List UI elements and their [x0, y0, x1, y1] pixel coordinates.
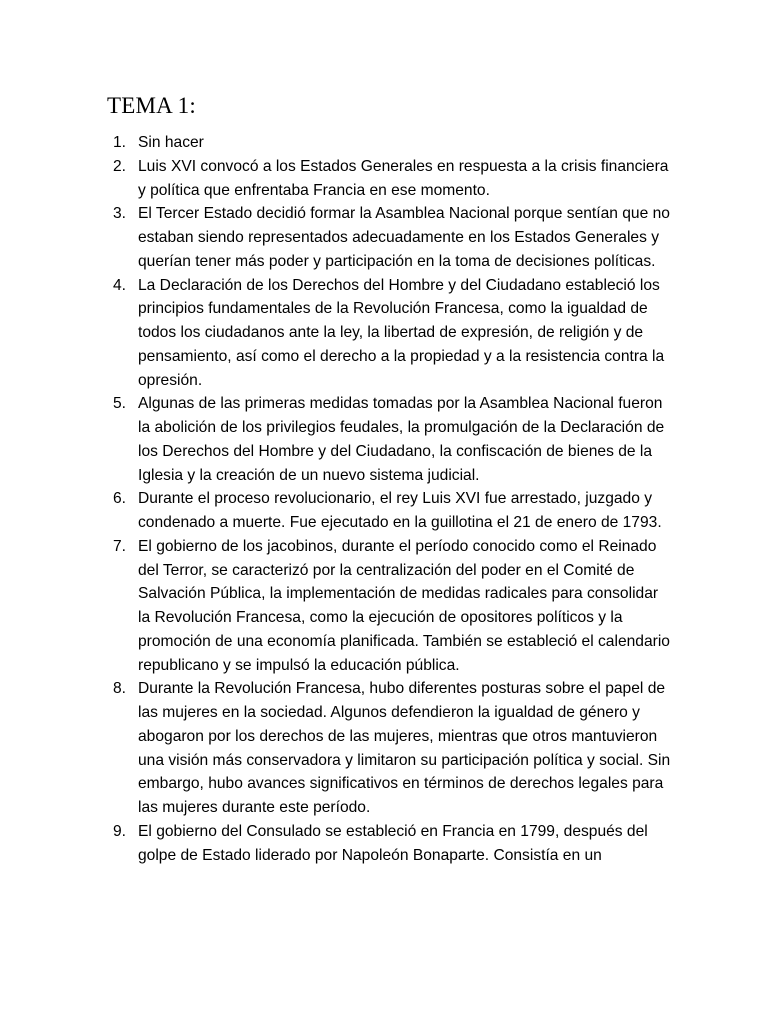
page-title: TEMA 1: — [107, 93, 196, 118]
item-number: 1. — [113, 134, 127, 151]
item-text: Sin hacer — [138, 134, 204, 151]
item-text: Durante el proceso revolucionario, el rey Luis XVI fue arrestado, juzgado y condenado a muerte. Fue ejecutado en la guillotina el 21 de enero de 1793. — [138, 490, 662, 531]
item-number: 2. — [113, 157, 127, 175]
answer-list — [113, 131, 673, 867]
list-item — [113, 820, 673, 868]
list-item — [113, 202, 673, 273]
list-item — [113, 274, 673, 393]
item-number: 8. — [113, 680, 127, 698]
list-item — [113, 487, 673, 535]
item-text: Algunas de las primeras medidas tomadas por la Asamblea Nacional fueron la abolición de los privilegios feudales, la promulgación de la Declaración de los Derechos del Hombre y del Ciudadano, la confiscación de bienes de la Iglesia y la creación de un nuevo sistema judicial. — [138, 395, 665, 484]
list-item — [113, 677, 673, 820]
item-number: 6. — [113, 490, 127, 508]
item-text: El gobierno del Consulado se estableció en Francia en 1799, después del golpe de Estado liderado por Napoleón Bonaparte. Consistía en un — [138, 822, 648, 864]
item-text: El Tercer Estado decidió formar la Asamblea Nacional porque sentían que no estaban siendo representados adecuadamente en los Estados Generales y querían tener más poder y participación en la toma de decisiones políticas. — [138, 205, 670, 270]
list-item — [113, 392, 673, 487]
list-item — [113, 131, 673, 155]
item-number: 7. — [113, 537, 127, 555]
item-number: 4. — [113, 276, 127, 294]
item-text: Durante la Revolución Francesa, hubo diferentes posturas sobre el papel de las mujeres en la sociedad. Algunos defendieron la igualdad de género y abogaron por los derechos de las mujeres, mientras que otros mantuvieron una visión más conservadora y limitaron su participación política y social. Sin embargo, hubo avances significativos en términos de derechos legales para las mujeres durante este período. — [138, 680, 671, 816]
item-text: La Declaración de los Derechos del Hombre y del Ciudadano estableció los principios fundamentales de la Revolución Francesa, como la igualdad de todos los ciudadanos ante la ley, la libertad de expresión, de religión y de pensamiento, así como el derecho a la propiedad y a la resistencia contra la opresión. — [138, 276, 665, 389]
item-number: 9. — [113, 822, 127, 840]
item-text: Luis XVI convocó a los Estados Generales en respuesta a la crisis financiera y política que enfrentaba Francia en ese momento. — [138, 157, 669, 199]
item-number: 5. — [113, 395, 127, 413]
item-number: 3. — [113, 205, 127, 223]
item-text: El gobierno de los jacobinos, durante el período conocido como el Reinado del Terror, se caracterizó por la centralización del poder en el Comité de Salvación Pública, la implementación de medidas radicales para consolidar la Revolución Francesa, como la ejecución de opositores políticos y la promoción de una economía planificada. También se estableció el calendario republicano y se impulsó la educación pública. — [138, 537, 670, 674]
list-item — [113, 155, 673, 203]
list-item — [113, 535, 673, 678]
